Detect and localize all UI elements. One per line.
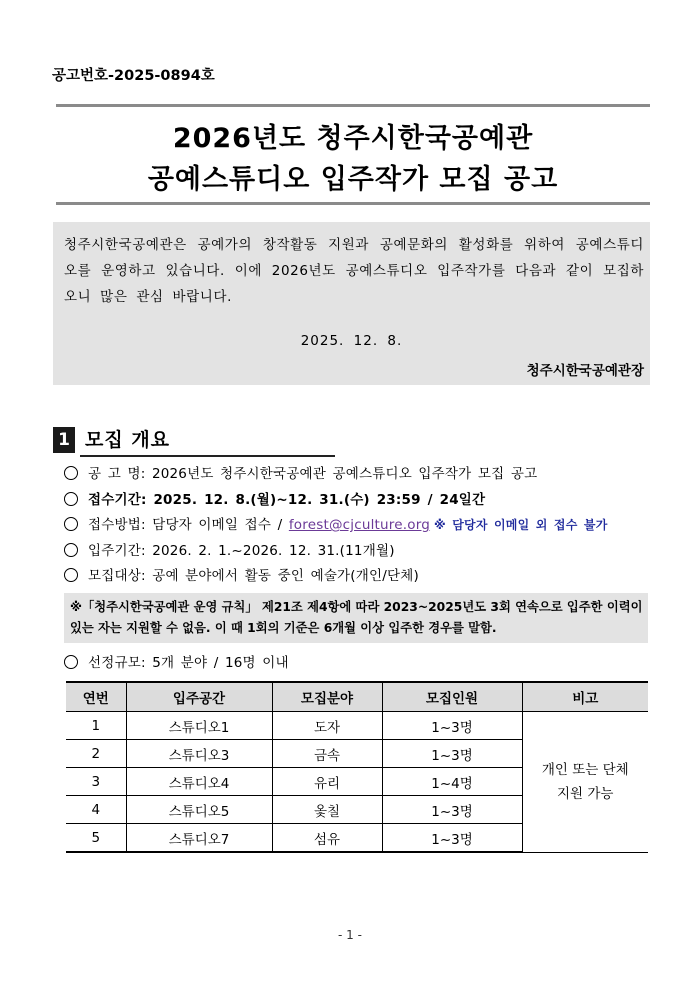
circle-bullet-icon — [64, 466, 78, 480]
notice-number: 공고번호-2025-0894호 — [52, 68, 215, 84]
cell-field: 도자 — [272, 712, 382, 740]
cell-remark — [522, 712, 648, 853]
page-number: - 1 - — [338, 928, 362, 942]
title-bottom-rule — [56, 202, 650, 205]
circle-bullet-icon — [64, 655, 78, 669]
eligibility-note: ※「청주시한국공예관 운영 규칙」 제21조 제4항에 따라 2023~2025년도 3회 연속으로 입주한 이력이 있는 자는 지원할 수 없음. 이 때 1회의 기준은 6개월 이상 입주한 경우를 말함. — [70, 600, 643, 635]
method-warning: ※ 담당자 이메일 외 접수 불가 — [434, 518, 608, 532]
intro-signature: 청주시한국공예관장 — [526, 363, 644, 379]
cell-count: 1~3명 — [382, 740, 522, 768]
cell-space: 스튜디오3 — [126, 740, 272, 768]
cell-field: 금속 — [272, 740, 382, 768]
circle-bullet-icon — [64, 492, 78, 506]
page-title-line2: 공예스튜디오 입주작가 모집 공고 — [147, 164, 559, 195]
remark-line1: 개인 또는 단체 — [541, 761, 629, 778]
table-row — [66, 712, 648, 740]
item-selection-scale: 선정규모: 5개 분야 / 16명 이내 — [64, 653, 289, 673]
cell-count: 1~3명 — [382, 824, 522, 853]
email-link[interactable]: forest@cjculture.org — [288, 517, 431, 533]
page-title-line1: 2026년도 청주시한국공예관 — [172, 123, 534, 154]
cell-no: 4 — [66, 796, 126, 824]
cell-space: 스튜디오1 — [126, 712, 272, 740]
header-count: 모집인원 — [382, 682, 522, 712]
cell-no: 5 — [66, 824, 126, 853]
circle-bullet-icon — [64, 568, 78, 582]
cell-space: 스튜디오7 — [126, 824, 272, 853]
remark-line2: 지원 가능 — [557, 785, 614, 802]
cell-count: 1~3명 — [382, 796, 522, 824]
recruitment-table — [66, 681, 648, 853]
cell-space: 스튜디오4 — [126, 768, 272, 796]
table-header-row — [66, 682, 648, 712]
circle-bullet-icon — [64, 543, 78, 557]
cell-count: 1~4명 — [382, 768, 522, 796]
cell-field: 섬유 — [272, 824, 382, 853]
item-target: 모집대상: 공예 분야에서 활동 중인 예술가(개인/단체) — [64, 566, 419, 586]
section-title: 모집 개요 — [85, 429, 171, 451]
cell-space: 스튜디오5 — [126, 796, 272, 824]
intro-date: 2025. 12. 8. — [300, 333, 403, 349]
item-residency-period: 입주기간: 2026. 2. 1.~2026. 12. 31.(11개월) — [64, 541, 395, 561]
item-notice-name: 공 고 명: 2026년도 청주시한국공예관 공예스튜디오 입주작가 모집 공고 — [64, 464, 537, 484]
cell-field: 유리 — [272, 768, 382, 796]
header-no: 연번 — [66, 682, 126, 712]
item-application-period: 접수기간: 2025. 12. 8.(월)~12. 31.(수) 23:59 / 24일간 — [64, 490, 485, 510]
cell-no: 1 — [66, 712, 126, 740]
header-space: 입주공간 — [126, 682, 272, 712]
item-application-method: 접수방법: 담당자 이메일 접수 / forest@cjculture.org ※ 담당자 이메일 외 접수 불가 — [64, 515, 607, 535]
cell-field: 옻칠 — [272, 796, 382, 824]
section-number-badge: 1 — [53, 427, 75, 453]
section-title-rule — [80, 455, 335, 457]
header-field: 모집분야 — [272, 682, 382, 712]
cell-count: 1~3명 — [382, 712, 522, 740]
header-remark: 비고 — [522, 682, 648, 712]
circle-bullet-icon — [64, 517, 78, 531]
title-top-rule — [56, 104, 650, 107]
cell-no: 3 — [66, 768, 126, 796]
cell-no: 2 — [66, 740, 126, 768]
intro-text: 청주시한국공예관은 공예가의 창작활동 지원과 공예문화의 활성화를 위하여 공예스튜디오를 운영하고 있습니다. 이에 2026년도 공예스튜디오 입주작가를 다음과 같이 모집하오니 많은 관심 바랍니다. — [64, 237, 644, 305]
